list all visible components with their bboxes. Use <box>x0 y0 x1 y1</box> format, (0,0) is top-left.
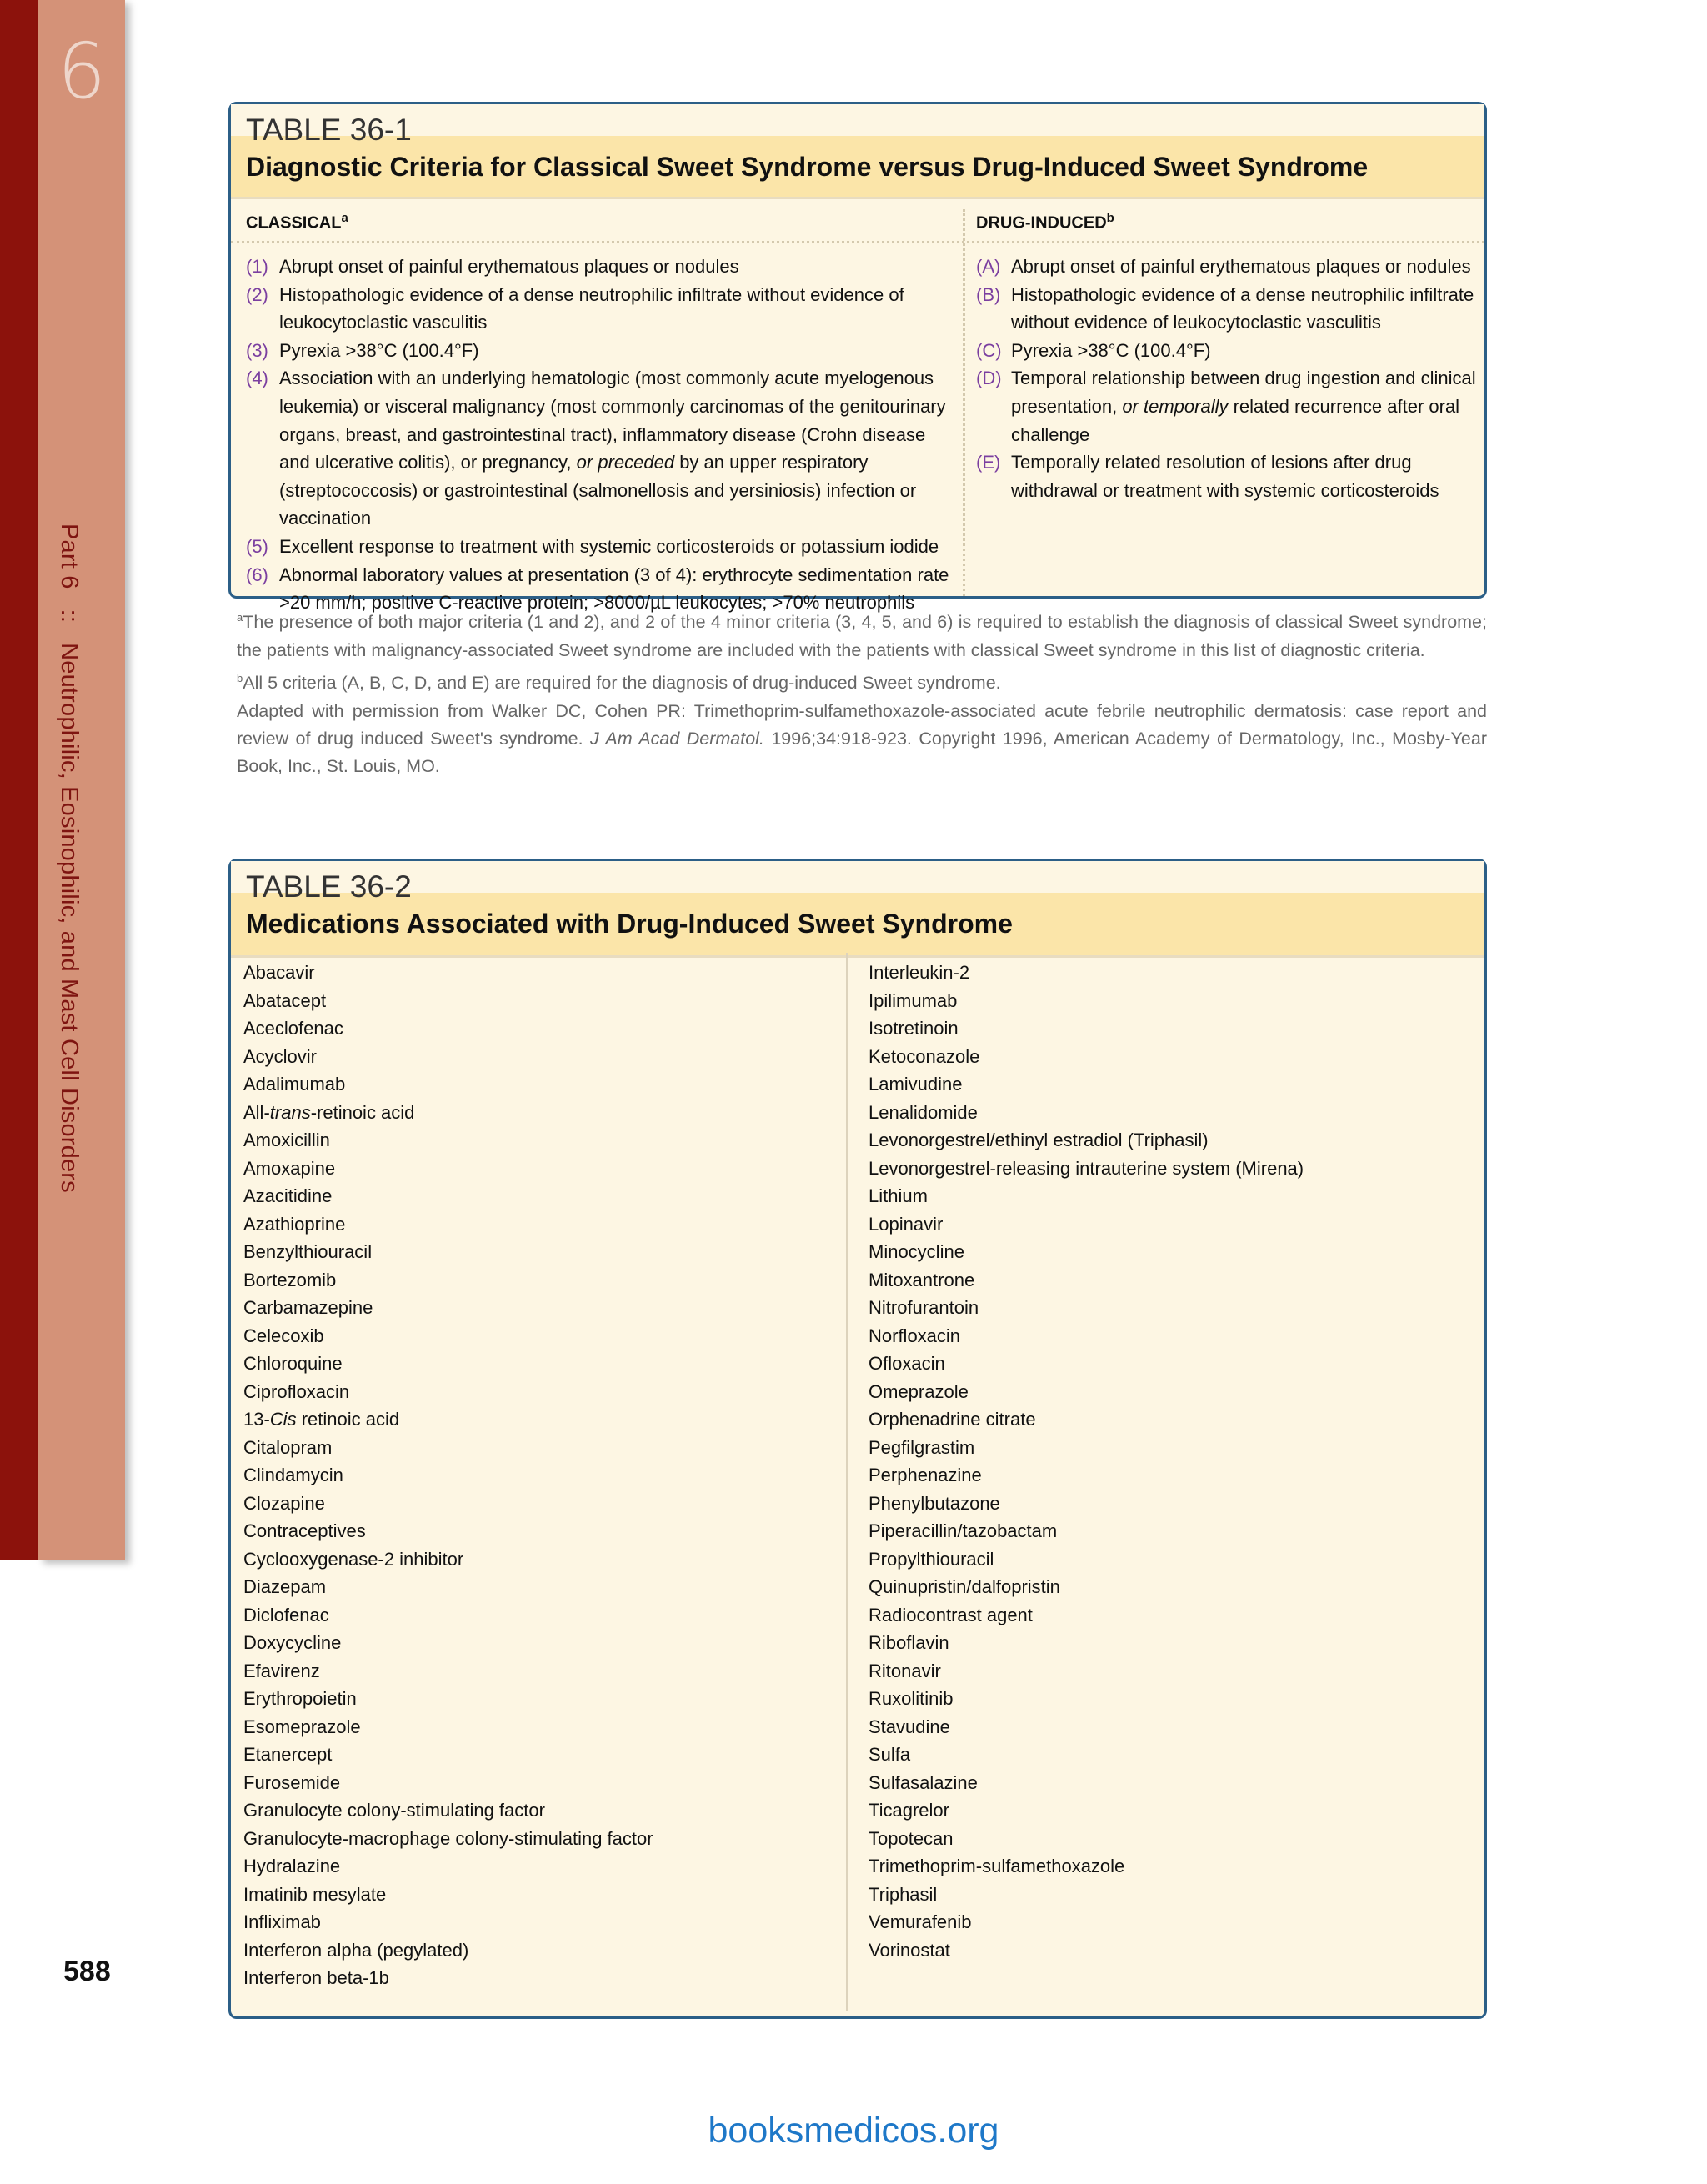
medication-item: Aceclofenac <box>243 1018 343 1039</box>
medication-item: Amoxicillin <box>243 1130 330 1150</box>
medication-item: Cyclooxygenase-2 inhibitor <box>243 1548 464 1570</box>
table-title: Medications Associated with Drug-Induced Sweet Syndrome <box>246 908 1013 939</box>
medication-item: Etanercept <box>243 1744 333 1765</box>
medication-item: Bortezomib <box>243 1269 337 1290</box>
medication-item: Phenylbutazone <box>869 1492 1000 1514</box>
criterion-item <box>246 364 953 533</box>
part-label: Part 6 <box>56 523 83 589</box>
medication-item: Lithium <box>869 1185 928 1206</box>
medication-item: 13-Cis retinoic acid <box>243 1409 400 1430</box>
criterion-item <box>976 364 1484 448</box>
medication-item: Doxycycline <box>243 1632 342 1653</box>
medication-item: Hydralazine <box>243 1856 341 1876</box>
medication-item: Celecoxib <box>243 1325 324 1346</box>
watermark: booksmedicos.org <box>708 2111 999 2151</box>
criterion-label: (6) <box>246 564 268 585</box>
medication-item: Ticagrelor <box>869 1800 949 1821</box>
medication-item: Trimethoprim-sulfamethoxazole <box>869 1856 1125 1876</box>
criterion-item <box>246 533 953 561</box>
medication-item: Ketoconazole <box>869 1045 980 1067</box>
criterion-text: Histopathologic evidence of a dense neutrophilic infiltrate without evidence of leukocytoclastic vasculitis <box>279 283 904 333</box>
medication-item: Interleukin-2 <box>869 962 970 983</box>
drug-induced-criteria-list <box>976 253 1484 504</box>
medication-item: Abacavir <box>243 962 315 983</box>
criterion-label: (D) <box>976 368 1002 389</box>
table-number: TABLE 36-1 <box>246 113 412 147</box>
criterion-label: (4) <box>246 368 268 389</box>
medication-item: Sulfa <box>869 1744 911 1765</box>
medication-item: Azacitidine <box>243 1185 333 1206</box>
footnote-b: $^b$All 5 criteria (A, B, C, D, and E) are required for the diagnosis of drug-induced Sweet syndrome. <box>237 671 1001 694</box>
criterion-text: Temporally related resolution of lesions after drug withdrawal or treatment with systemic corticosteroids <box>1011 452 1439 501</box>
medication-item: Nitrofurantoin <box>869 1297 979 1318</box>
medication-item: Radiocontrast agent <box>869 1604 1033 1625</box>
criterion-label: (E) <box>976 452 1001 473</box>
criterion-text: Association with an underlying hematologic (most commonly acute myelogenous leukemia) or visceral malignancy (most commonly carcinomas of the genitourinary organs, breast, and gastrointestinal tract), inflammatory disease (Crohn disease and ulcerative colitis), or pregnancy, or preceded by an upper respiratory (streptococcosis) or gastrointestinal (salmonellosis and yersiniosis) infection or vaccination <box>279 368 946 529</box>
medication-item: Furosemide <box>243 1771 341 1793</box>
criterion-label: (A) <box>976 256 1001 277</box>
medication-item: Interferon beta-1b <box>243 1967 389 1988</box>
medication-item: Ritonavir <box>869 1660 941 1681</box>
medication-item: All-trans-retinoic acid <box>243 1101 415 1123</box>
medication-item: Erythropoietin <box>243 1688 357 1709</box>
table-header <box>231 861 1484 958</box>
chapter-number: 6 <box>57 27 107 116</box>
column-divider <box>963 209 965 596</box>
medication-item: Levonorgestrel-releasing intrauterine system (Mirena) <box>869 1157 1304 1179</box>
medication-item: Clozapine <box>243 1492 325 1514</box>
column-header-row <box>231 199 1484 243</box>
footnote-a: $^a$The presence of both major criteria (1 and 2), and 2 of the 4 minor criteria (3, 4, 5, and 6) is required to establish the diagnosis of classical Sweet syndrome; the patients with malignancy-associated Sweet syndrome are included with the patients with classical Sweet syndrome in this list of diagnostic criteria. <box>237 611 1487 660</box>
criterion-text: Excellent response to treatment with systemic corticosteroids or potassium iodide <box>279 535 939 557</box>
source-citation: Adapted with permission from Walker DC, Cohen PR: Trimethoprim-sulfamethoxazole-associated acute febrile neutrophilic dermatosis: case report and review of drug induced Sweet's syndrome. J Am Acad Dermatol. 1996;34:918-923. Copyright 1996, American Academy of Dermatology, Inc., Mosby-Year Book, Inc., St. Louis, MO. <box>237 700 1487 777</box>
medication-item: Chloroquine <box>243 1353 343 1374</box>
medication-item: Stavudine <box>869 1716 950 1737</box>
medication-item: Amoxapine <box>243 1157 336 1179</box>
medication-item: Perphenazine <box>869 1465 982 1485</box>
criterion-item <box>976 281 1484 337</box>
medication-item: Ruxolitinib <box>869 1688 954 1709</box>
medication-item: Orphenadrine citrate <box>869 1409 1036 1430</box>
medication-item: Interferon alpha (pegylated) <box>243 1939 469 1961</box>
table-header <box>231 104 1484 199</box>
criterion-item <box>976 448 1484 504</box>
medication-item: Quinupristin/dalfopristin <box>869 1576 1060 1597</box>
criterion-text: Abrupt onset of painful erythematous plaques or nodules <box>279 256 739 277</box>
criterion-label: (2) <box>246 283 268 305</box>
medication-item: Piperacillin/tazobactam <box>869 1520 1058 1541</box>
medication-item: Abatacept <box>243 989 327 1011</box>
criterion-label: (1) <box>246 256 268 277</box>
medication-list-left <box>243 959 653 1992</box>
medication-item: Ciprofloxacin <box>243 1380 350 1402</box>
medication-item: Granulocyte-macrophage colony-stimulating factor <box>243 1827 653 1849</box>
medication-item: Mitoxantrone <box>869 1269 975 1290</box>
medication-item: Sulfasalazine <box>869 1771 978 1793</box>
medication-item: Benzylthiouracil <box>243 1241 373 1262</box>
medication-item: Carbamazepine <box>243 1297 373 1318</box>
medication-item: Vemurafenib <box>869 1911 972 1932</box>
medication-item: Ipilimumab <box>869 989 958 1011</box>
medication-item: Infliximab <box>243 1911 321 1932</box>
criterion-text: Histopathologic evidence of a dense neutrophilic infiltrate without evidence of leukocytoclastic vasculitis <box>1011 283 1474 333</box>
criterion-text: Pyrexia >38°C (100.4°F) <box>1011 339 1211 361</box>
part-separator: :: <box>56 609 83 624</box>
column-header-classical: CLASSICAL$^a$ <box>246 211 348 233</box>
medication-item: Lenalidomide <box>869 1101 978 1123</box>
criterion-label: (C) <box>976 339 1002 361</box>
table-footnotes <box>237 604 1487 781</box>
criterion-label: (3) <box>246 339 268 361</box>
medication-item: Lopinavir <box>869 1213 944 1235</box>
table-title: Diagnostic Criteria for Classical Sweet Syndrome versus Drug-Induced Sweet Syndrome <box>246 151 1369 182</box>
medication-item: Topotecan <box>869 1827 954 1849</box>
medication-item: Diclofenac <box>243 1604 329 1625</box>
criterion-text: Abnormal laboratory values at presentation (3 of 4): erythrocyte sedimentation rate >20 mm/h; positive C-reactive protein; >8000/µL leukocytes; >70% neutrophils <box>279 564 949 614</box>
classical-criteria-list <box>246 253 953 617</box>
running-section-title <box>55 523 83 1193</box>
sidebar-dark-strip <box>0 0 38 1560</box>
criterion-text: Pyrexia >38°C (100.4°F) <box>279 339 479 361</box>
medication-item: Efavirenz <box>243 1660 320 1681</box>
medication-item: Citalopram <box>243 1436 333 1458</box>
criterion-item <box>976 253 1484 281</box>
medication-item: Levonorgestrel/ethinyl estradiol (Triphasil) <box>869 1130 1209 1150</box>
medication-list-right <box>869 959 1304 1964</box>
criterion-text: Temporal relationship between drug ingestion and clinical presentation, or temporally related recurrence after oral challenge <box>1011 368 1476 445</box>
criterion-label: (5) <box>246 535 268 557</box>
criterion-item <box>976 337 1484 365</box>
criterion-item <box>246 337 953 365</box>
medication-item: Norfloxacin <box>869 1325 961 1346</box>
medication-item: Diazepam <box>243 1576 327 1597</box>
column-header-drug-induced: DRUG-INDUCED$^b$ <box>976 211 1114 233</box>
medication-item: Minocycline <box>869 1241 964 1262</box>
section-label: Neutrophilic, Eosinophilic, and Mast Cell Disorders <box>56 643 83 1193</box>
criterion-item <box>246 281 953 337</box>
criterion-label: (B) <box>976 283 1001 305</box>
column-divider <box>846 953 848 2011</box>
medication-item: Esomeprazole <box>243 1716 361 1737</box>
medication-item: Imatinib mesylate <box>243 1883 387 1905</box>
page-number: 588 <box>63 1956 111 1987</box>
medication-item: Isotretinoin <box>869 1018 959 1039</box>
medication-item: Clindamycin <box>243 1465 343 1485</box>
table-36-1 <box>228 102 1487 614</box>
medication-item: Adalimumab <box>243 1074 346 1095</box>
medication-item: Contraceptives <box>243 1520 366 1541</box>
medication-item: Azathioprine <box>243 1213 346 1235</box>
medication-item: Vorinostat <box>869 1939 950 1961</box>
table-number: TABLE 36-2 <box>246 869 412 904</box>
medication-item: Riboflavin <box>869 1632 949 1653</box>
medication-item: Propylthiouracil <box>869 1548 994 1570</box>
medication-item: Acyclovir <box>243 1045 318 1067</box>
criterion-text: Abrupt onset of painful erythematous plaques or nodules <box>1011 256 1471 277</box>
medication-item: Pegfilgrastim <box>869 1436 975 1458</box>
medication-item: Ofloxacin <box>869 1353 945 1374</box>
medication-item: Lamivudine <box>869 1074 963 1095</box>
medication-item: Granulocyte colony-stimulating factor <box>243 1800 545 1821</box>
medication-item: Triphasil <box>869 1883 938 1905</box>
medication-item: Omeprazole <box>869 1380 969 1402</box>
criterion-item <box>246 253 953 281</box>
